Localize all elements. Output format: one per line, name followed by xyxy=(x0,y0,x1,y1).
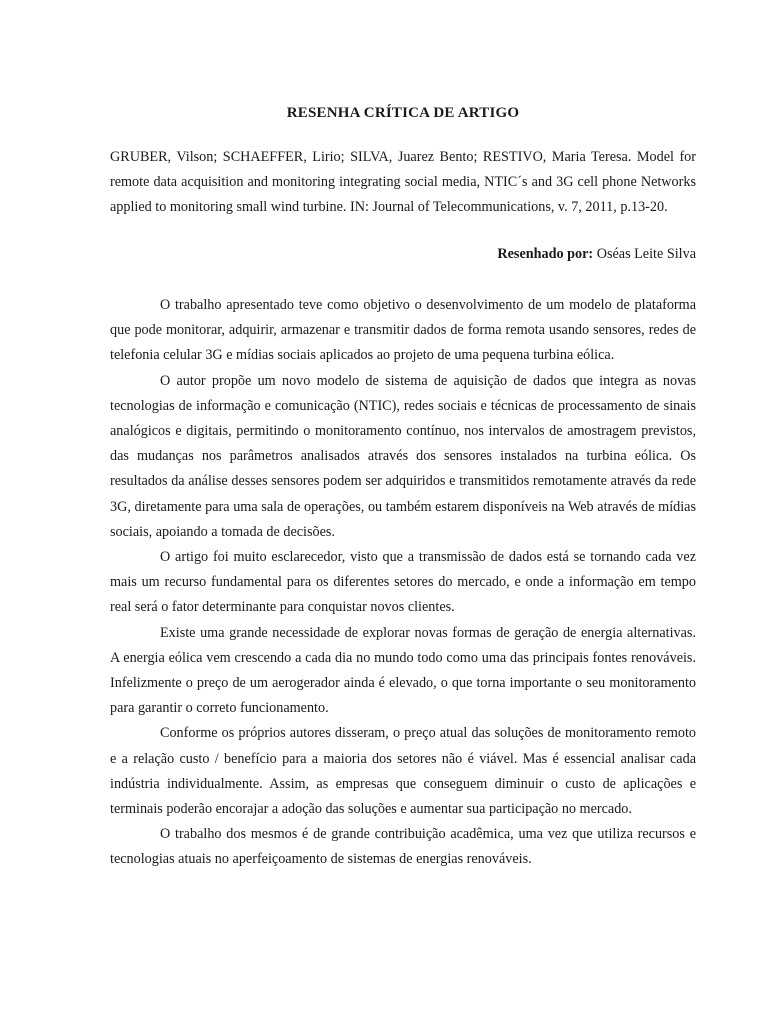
paragraph-1: O trabalho apresentado teve como objetivo o desenvolvimento de um modelo de plataforma que pode monitorar, adquirir, armazenar e transmitir dados de forma remota usando sensores, redes de telefonia celular 3G e mídias sociais aplicados ao projeto de uma pequena turbina eólica. xyxy=(110,297,696,364)
paragraph-6: O trabalho dos mesmos é de grande contribuição acadêmica, uma vez que utiliza recursos e tecnologias atuais no aperfeiçoamento de sistemas de energias renováveis. xyxy=(110,826,696,868)
bibliographic-reference: GRUBER, Vilson; SCHAEFFER, Lirio; SILVA, Juarez Bento; RESTIVO, Maria Teresa. Model for remote data acquisition and monitoring integrating social media, NTIC´s and 3G cell phone Networks applied to monitoring small wind turbine. IN: Journal of Telecommunications, v. 7, 2011, p.13-20. xyxy=(110,149,696,216)
reviewer-label: Resenhado por: xyxy=(497,246,594,262)
review-body xyxy=(110,293,696,873)
paragraph-2: O autor propõe um novo modelo de sistema de aquisição de dados que integra as novas tecnologias de informação e comunicação (NTIC), redes sociais e técnicas de processamento de sinais analógicos e digitais, permitindo o monitoramento contínuo, nos intervalos de amostragem previstos, das mudanças nos parâmetros analisados através dos sensores instalados na turbina eólica. Os resultados da análise desses sensores podem ser adquiridos e transmitidos remotamente através da rede 3G, diretamente para uma sala de operações, ou também estarem disponíveis na Web através de mídias sociais, apoiando a tomada de decisões. xyxy=(110,372,696,540)
reviewer-name: Oséas Leite Silva xyxy=(596,246,696,262)
document-title: RESENHA CRÍTICA DE ARTIGO xyxy=(286,105,520,121)
paragraph-4: Existe uma grande necessidade de explorar novas formas de geração de energia alternativas. A energia eólica vem crescendo a cada dia no mundo todo como uma das principais fontes renováveis. Infelizmente o preço de um aerogerador ainda é elevado, o que torna importante o seu monitoramento para garantir o correto funcionamento. xyxy=(110,624,696,717)
paragraph-3: O artigo foi muito esclarecedor, visto que a transmissão de dados está se tornando cada vez mais um recurso fundamental para os diferentes setores do mercado, e onde a informação em tempo real será o fator determinante para conquistar novos clientes. xyxy=(110,549,696,616)
paragraph-5: Conforme os próprios autores disseram, o preço atual das soluções de monitoramento remoto e a relação custo / benefício para a maioria dos setores não é viável. Mas é essencial analisar cada indústria individualmente. Assim, as empresas que conseguem diminuir o custo de aplicações e terminais poderão encorajar a adoção das soluções e aumentar sua participação no mercado. xyxy=(110,725,696,818)
reviewer-line xyxy=(110,243,696,265)
